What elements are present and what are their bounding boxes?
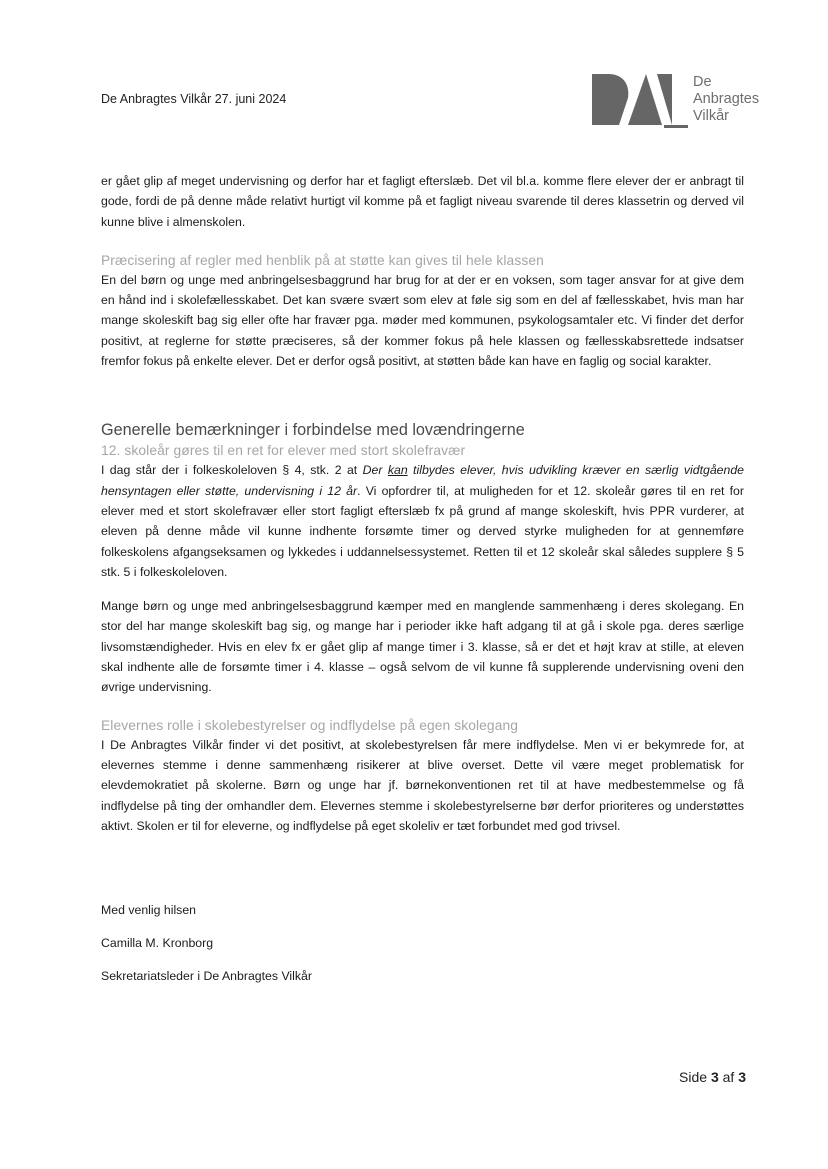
logo-line-3: Vilkår bbox=[693, 108, 729, 124]
text-run: I dag står der i folkeskoleloven § 4, stk. 2 at bbox=[101, 463, 363, 478]
section-student-role-paragraph: I De Anbragtes Vilkår finder vi det positivt, at skolebestyrelsen får mere indflydelse. Men vi er bekymrede for, at elevernes stemme i denne sammenhæng risikerer at blive overset. Dette vil være meget problematisk for elevdemokratiet på skolerne. Børn og unge har jf. børnekonventionen ret til at have medbestemmelse og få indflydelse på ting der omhandler dem. Elevernes stemme i skolebestyrelserne bør derfor prioriteres og understøttes aktivt. Skolen er til for eleverne, og indflydelse på eget skoleliv er tæt forbundet med god trivsel. bbox=[101, 737, 744, 833]
page-number bbox=[679, 1069, 746, 1085]
closing-block bbox=[101, 900, 312, 999]
major-heading-general-remarks: Generelle bemærkninger i forbindelse med lovændringerne bbox=[101, 421, 525, 440]
section-12th-year-paragraph-1 bbox=[101, 460, 744, 582]
text-run: Der bbox=[362, 463, 388, 478]
page-side-label: Side bbox=[679, 1069, 708, 1085]
org-logo bbox=[592, 74, 792, 130]
emphasis-kan: kan bbox=[387, 463, 408, 478]
total-pages: 3 bbox=[738, 1069, 746, 1085]
signer-name: Camilla M. Kronborg bbox=[101, 936, 214, 950]
section-support-paragraph: En del børn og unge med anbringelsesbaggrund har brug for at der er en voksen, som tager ansvar for at give dem en hånd ind i skolefællesskabet. Det kan svære svært som elev at føle sig som en del af fællesskabet, hvis man har mange skoleskift bag sig eller ofte har fravær pga. møder med kommunen, psykologsamtaler etc. Vi finder det derfor positivt, at reglerne for støtte præciseres, så der kommer fokus på hele klassen og fællesskabsrettede indsatser fremfor fokus på enkelte elever. Det er derfor også positivt, at støtten både kan have en faglig og social karakter. bbox=[101, 272, 744, 369]
text-run: . Vi opfordrer til, at muligheden for et 12. skoleår gøres til en ret for elever med et stort skolefravær eller stort fagligt efterslæb fx på grund af mange skoleskift, hvis PPR vurderer, at eleven på denne måde vil kunne indhente forsømte timer og derved styrke muligheden for at gennemføre folkeskolens afgangseksamen og lykkedes i uddannelsessystemet. Retten til et 12 skoleår skal således supplere § 5 stk. 5 i folkeskoleloven. bbox=[101, 483, 744, 579]
header-org-date: De Anbragtes Vilkår 27. juni 2024 bbox=[101, 92, 287, 106]
logo-line-2: Anbragtes bbox=[693, 91, 760, 107]
logo-wordmark bbox=[693, 74, 759, 125]
logo-line-1: De bbox=[693, 74, 712, 90]
page-of-label: af bbox=[722, 1069, 735, 1085]
document-body bbox=[101, 171, 744, 836]
current-page: 3 bbox=[710, 1069, 719, 1085]
dav-logo-mark-icon bbox=[592, 74, 688, 130]
section-heading-student-role: Elevernes rolle i skolebestyrelser og indflydelse på egen skolegang bbox=[101, 717, 519, 733]
text-run: tilbydes elever, hvis udvikling kræver en særlig vidtgående hensyntagen eller støtte, undervisning i 12 år bbox=[101, 463, 745, 498]
closing-greeting: Med venlig hilsen bbox=[101, 903, 197, 917]
intro-paragraph: er gået glip af meget undervisning og derfor har et fagligt efterslæb. Det vil bl.a. komme flere elever der er anbragt til gode, fordi de på denne måde relativt hurtigt vil komme på et fagligt niveau svarende til deres klassetrin og derved vil kunne blive i almenskolen. bbox=[101, 174, 744, 229]
section-heading-support: Præcisering af regler med henblik på at støtte kan gives til hele klassen bbox=[101, 252, 544, 268]
section-heading-12th-year: 12. skoleår gøres til en ret for elever med stort skolefravær bbox=[101, 443, 466, 459]
section-12th-year-paragraph-2: Mange børn og unge med anbringelsesbaggrund kæmper med en manglende sammenhæng i deres skolegang. En stor del har mange skoleskift bag sig, og mange har i perioder ikke haft adgang til at gå i skole pga. deres særlige livsomstændigheder. Hvis en elev fx er gået glip af mange timer i 3. klasse, så er det et højt krav at stille, at eleven skal indhente alle de forsømte timer i 4. klasse – også selvom de vil kunne få supplerende undervisning oveni den øvrige undervisning. bbox=[101, 599, 744, 695]
signer-title: Sekretariatsleder i De Anbragtes Vilkår bbox=[101, 969, 312, 983]
